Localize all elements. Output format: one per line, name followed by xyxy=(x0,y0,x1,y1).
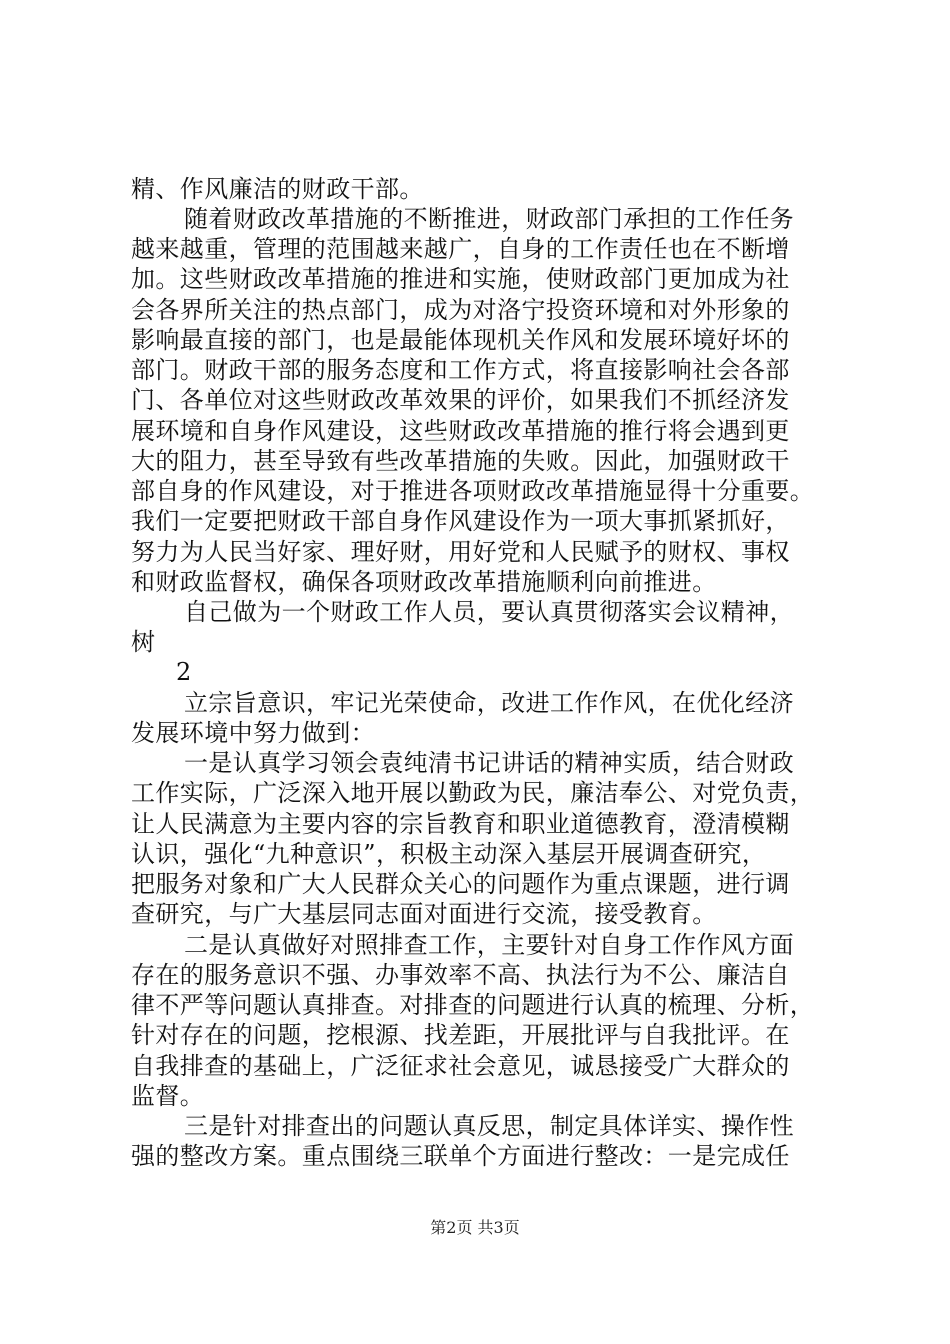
text-line: 门、各单位对这些财政改革效果的评价，如果我们不抓经济发 xyxy=(131,386,790,414)
text-line: 工作实际，广泛深入地开展以勤政为民，廉洁奉公、对党负责， xyxy=(131,779,815,807)
page-footer: 第2页 共3页 xyxy=(430,1218,520,1237)
text-line: 和财政监督权，确保各项财政改革措施顺利向前推进。 xyxy=(131,568,717,596)
text-line: 把服务对象和广大人民群众关心的问题作为重点课题，进行调 xyxy=(131,870,790,898)
text-line: 影响最直接的部门，也是最能体现机关作风和发展环境好坏的 xyxy=(131,326,790,354)
text-line: 针对存在的问题，挖根源、找差距，开展批评与自我批评。在 xyxy=(131,1021,790,1049)
text-line: 加。这些财政改革措施的推进和实施，使财政部门更加成为社 xyxy=(131,265,790,293)
text-line: 让人民满意为主要内容的宗旨教育和职业道德教育，澄清模糊 xyxy=(131,810,790,838)
text-line: 查研究，与广大基层同志面对面进行交流，接受教育。 xyxy=(131,900,717,928)
text-line: 一是认真学习领会袁纯清书记讲话的精神实质，结合财政 xyxy=(184,749,794,777)
text-line: 努力为人民当好家、理好财，用好党和人民赋予的财权、事权 xyxy=(131,538,790,566)
text-line: 认识，强化“九种意识”，积极主动深入基层开展调查研究， xyxy=(131,840,767,868)
text-line: 随着财政改革措施的不断推进，财政部门承担的工作任务 xyxy=(184,205,794,233)
text-line: 三是针对排查出的问题认真反思，制定具体详实、操作性 xyxy=(184,1112,794,1140)
text-line: 律不严等问题认真排查。对排查的问题进行认真的梳理、分析， xyxy=(131,991,815,1019)
text-line: 展环境和自身作风建设，这些财政改革措施的推行将会遇到更 xyxy=(131,417,790,445)
text-line: 自我排查的基础上，广泛征求社会意见，诚恳接受广大群众的 xyxy=(131,1052,790,1080)
text-line: 越来越重，管理的范围越来越广，自身的工作责任也在不断增 xyxy=(131,235,790,263)
text-line: 立宗旨意识，牢记光荣使命，改进工作作风，在优化经济 xyxy=(184,689,794,717)
text-line: 我们一定要把财政干部自身作风建设作为一项大事抓紧抓好， xyxy=(131,507,790,535)
text-line: 部门。财政干部的服务态度和工作方式，将直接影响社会各部 xyxy=(131,356,790,384)
text-line: 会各界所关注的热点部门，成为对洛宁投资环境和对外形象的 xyxy=(131,296,790,324)
text-line: 强的整改方案。重点围绕三联单个方面进行整改：一是完成任 xyxy=(131,1142,790,1170)
page-number-inline: 2 xyxy=(176,658,192,686)
text-line: 发展环境中努力做到： xyxy=(131,719,375,747)
text-line: 树 xyxy=(131,628,156,656)
text-line: 存在的服务意识不强、办事效率不高、执法行为不公、廉洁自 xyxy=(131,961,790,989)
text-line: 部自身的作风建设，对于推进各项财政改革措施显得十分重要。 xyxy=(131,477,815,505)
text-line: 监督。 xyxy=(131,1082,205,1110)
text-line: 自己做为一个财政工作人员，要认真贯彻落实会议精神， xyxy=(184,598,794,626)
text-line: 大的阻力，甚至导致有些改革措施的失败。因此，加强财政干 xyxy=(131,447,790,475)
text-line: 二是认真做好对照排查工作，主要针对自身工作作风方面 xyxy=(184,931,794,959)
text-line: 精、作风廉洁的财政干部。 xyxy=(131,175,424,203)
